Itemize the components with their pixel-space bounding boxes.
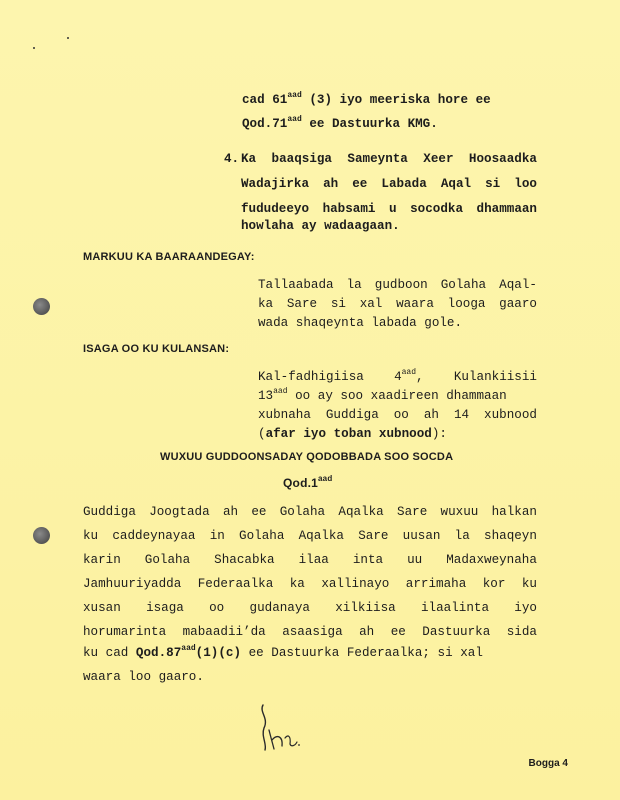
word: ku bbox=[521, 577, 537, 591]
article-heading: Qod.1$^{aad}$ bbox=[283, 474, 333, 490]
word: oo bbox=[393, 408, 409, 422]
word: Golaha bbox=[144, 553, 191, 567]
word: ilaalinta bbox=[420, 601, 490, 615]
body-line bbox=[83, 548, 537, 572]
word: xubnood bbox=[484, 408, 537, 422]
word: Aqalka bbox=[338, 505, 384, 519]
body-line bbox=[83, 596, 537, 620]
word: u bbox=[389, 202, 397, 216]
word: caddeynayaa bbox=[112, 529, 196, 543]
word: wuxuu bbox=[440, 505, 479, 519]
word: ku bbox=[83, 529, 99, 543]
word: ah bbox=[323, 177, 339, 191]
word: Sare bbox=[397, 505, 428, 519]
word: xilkiisa bbox=[335, 601, 396, 615]
word: xusan bbox=[83, 601, 121, 615]
word: Guddiga bbox=[83, 505, 136, 519]
word: isaga bbox=[146, 601, 184, 615]
item3-line-2: Qod.71$^{aad}$ ee Dastuurka KMG. bbox=[242, 115, 438, 131]
word: inta bbox=[352, 553, 384, 567]
word: socodka bbox=[410, 202, 463, 216]
item4-line bbox=[241, 172, 537, 196]
word: Hoosaadka bbox=[468, 152, 537, 166]
word: Labada bbox=[381, 177, 427, 191]
decision-heading: WUXUU GUDDOONSADAY QODOBBADA SOO SOCDA bbox=[160, 451, 454, 463]
word: ah bbox=[423, 408, 439, 422]
word: dhammaan bbox=[476, 202, 537, 216]
word: xubnaha bbox=[258, 408, 311, 422]
word: waara bbox=[396, 297, 434, 311]
word: Joogtada bbox=[149, 505, 210, 519]
word: Xeer bbox=[423, 152, 454, 166]
item4-line bbox=[241, 214, 400, 238]
isaga-line-2: $13^{aad}$ oo ay soo xaadireen dhammaan bbox=[258, 387, 507, 403]
word: Shacabka bbox=[214, 553, 275, 567]
word: 14 bbox=[453, 408, 470, 422]
word: xallinayo bbox=[321, 577, 390, 591]
word: gudboon bbox=[374, 278, 428, 292]
word: Ka bbox=[241, 152, 257, 166]
word: Aqal- bbox=[499, 278, 537, 292]
word: in bbox=[209, 529, 225, 543]
word: Federaalka bbox=[197, 577, 274, 591]
word: ilaa bbox=[298, 553, 329, 567]
word: Dastuurka bbox=[422, 625, 491, 639]
word: fududeeyo bbox=[241, 202, 310, 216]
word: ee bbox=[390, 625, 406, 639]
word: Aqalka bbox=[298, 529, 344, 543]
word: howlaha ay wadaagaan. bbox=[241, 219, 400, 233]
speck-mark bbox=[33, 47, 35, 49]
word: loo bbox=[514, 177, 537, 191]
markuu-label: MARKUU KA BAARAANDEGAY: bbox=[83, 251, 255, 263]
word: Sare bbox=[286, 297, 318, 311]
punch-hole bbox=[33, 298, 50, 315]
word: oo bbox=[209, 601, 225, 615]
word: ee bbox=[352, 177, 368, 191]
body-line bbox=[83, 500, 537, 524]
word: Sare bbox=[358, 529, 389, 543]
word: si bbox=[485, 177, 501, 191]
word: Jamhuuriyadda bbox=[83, 577, 182, 591]
word: ka bbox=[289, 577, 305, 591]
speck-mark bbox=[67, 37, 69, 39]
word: iyo bbox=[514, 601, 537, 615]
isaga-line-4: (afar iyo toban xubnood): bbox=[258, 427, 447, 441]
word: mabaadii’da bbox=[182, 625, 266, 639]
word: Aqal bbox=[440, 177, 472, 191]
word: si bbox=[330, 297, 346, 311]
page-number: Bogga 4 bbox=[528, 758, 568, 769]
word: Guddiga bbox=[325, 408, 379, 422]
body-line: waara loo gaaro. bbox=[83, 670, 204, 684]
word: Madaxweynaha bbox=[446, 553, 537, 567]
word: horumarinta bbox=[83, 625, 167, 639]
word: xal bbox=[359, 297, 383, 311]
word: la bbox=[454, 529, 470, 543]
word: Tallaabada bbox=[258, 278, 334, 292]
word: habsami bbox=[322, 202, 376, 216]
word: ka bbox=[258, 297, 274, 311]
word: asaasiga bbox=[282, 625, 343, 639]
word: gudanaya bbox=[249, 601, 310, 615]
word: uu bbox=[407, 553, 423, 567]
word: Wadajirka bbox=[241, 177, 310, 191]
item3-line-1: cad $61^{aad}$ (3) iyo meeriska hore ee bbox=[242, 91, 491, 107]
word: ah bbox=[222, 505, 239, 519]
word: arrimaha bbox=[405, 577, 467, 591]
word: sida bbox=[506, 625, 537, 639]
word: karin bbox=[83, 553, 121, 567]
word: ee bbox=[251, 505, 267, 519]
word: baaqsiga bbox=[271, 152, 332, 166]
markuu-line bbox=[258, 311, 462, 335]
word: Golaha bbox=[279, 505, 326, 519]
word: looga bbox=[447, 297, 486, 311]
body-line bbox=[83, 524, 537, 548]
word: Sameynta bbox=[347, 152, 408, 166]
word: la bbox=[346, 278, 362, 292]
body-line bbox=[83, 572, 537, 596]
word: wada shaqeynta labada gole. bbox=[258, 316, 463, 330]
word: halkan bbox=[491, 505, 537, 519]
isaga-label: ISAGA OO KU KULANSAN: bbox=[83, 343, 230, 355]
word: ah bbox=[359, 625, 375, 639]
punch-hole bbox=[33, 527, 50, 544]
body-line: ku cad Qod.87$^{aad}$(1)(c) ee Dastuurka Federaalka; si xal bbox=[83, 644, 483, 660]
word: kor bbox=[482, 577, 506, 591]
item4-number: 4. bbox=[224, 152, 240, 166]
item4-line bbox=[241, 147, 537, 171]
word: shaqeyn bbox=[484, 529, 537, 543]
isaga-line-1: Kal-fadhigiisa $4^{aad}$, Kulankiisii bbox=[258, 368, 537, 384]
word: gaaro bbox=[499, 297, 537, 311]
word: uusan bbox=[402, 529, 441, 543]
word: Golaha bbox=[440, 278, 487, 292]
word: Golaha bbox=[239, 529, 285, 543]
signature-mark bbox=[255, 700, 315, 755]
